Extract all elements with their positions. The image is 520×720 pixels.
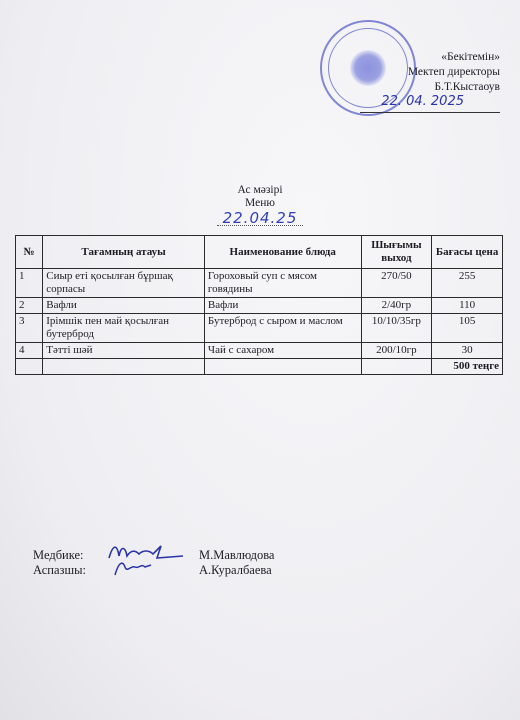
- cook-signature-icon: [105, 555, 185, 579]
- table-row: [16, 343, 503, 359]
- row-kz: Ірімшік пен май қосылған бутерброд: [43, 314, 205, 343]
- row-ru: Чай с сахаром: [204, 343, 361, 359]
- approval-signer: Б.Т.Кыстаоув: [434, 81, 500, 93]
- row-num: 3: [16, 314, 43, 343]
- header-ru: Наименование блюда: [204, 236, 361, 269]
- approval-block: [360, 50, 500, 113]
- cook-signature-row: [33, 563, 373, 578]
- row-kz: Вафли: [43, 298, 205, 314]
- cook-role: Аспазшы:: [33, 563, 86, 577]
- table-row: [16, 314, 503, 343]
- row-ru: Бутерброд с сыром и маслом: [204, 314, 361, 343]
- menu-date: 22.04.25: [217, 212, 304, 226]
- row-kz: Сиыр еті қосылған бұршақ сорпасы: [43, 269, 205, 298]
- title-kz: Ас мәзірі: [237, 184, 283, 196]
- row-num: 4: [16, 343, 43, 359]
- total-empty-num: [16, 359, 43, 375]
- header-num: №: [16, 236, 43, 269]
- table-row: [16, 298, 503, 314]
- signatures-block: [33, 548, 373, 578]
- header-price: Бағасы цена: [432, 236, 503, 269]
- header-out: Шығымы выход: [361, 236, 432, 269]
- nurse-role: Медбике:: [33, 548, 84, 562]
- approval-date: 22. 04. 2025: [381, 94, 464, 109]
- cook-name: А.Куралбаева: [199, 563, 272, 577]
- row-out: 200/10гр: [361, 343, 432, 359]
- menu-table: [15, 235, 503, 375]
- total-empty-kz: [43, 359, 205, 375]
- row-price: 110: [432, 298, 503, 314]
- row-out: 270/50: [361, 269, 432, 298]
- table-total-row: [16, 359, 503, 375]
- approval-heading: «Бекітемін»: [441, 51, 500, 63]
- total-value: 500 теңге: [432, 359, 503, 375]
- total-empty-ru: [204, 359, 361, 375]
- header-kz: Тағамның атауы: [43, 236, 205, 269]
- row-price: 255: [432, 269, 503, 298]
- row-kz: Тәтті шәй: [43, 343, 205, 359]
- row-price: 30: [432, 343, 503, 359]
- row-out: 10/10/35гр: [361, 314, 432, 343]
- row-ru: Гороховый суп с мясом говядины: [204, 269, 361, 298]
- approval-date-line: [360, 96, 500, 113]
- nurse-signature-row: [33, 548, 373, 563]
- row-ru: Вафли: [204, 298, 361, 314]
- menu-title: [0, 184, 520, 227]
- approval-position: Мектеп директоры: [407, 66, 500, 78]
- row-num: 1: [16, 269, 43, 298]
- title-ru: Меню: [245, 197, 275, 209]
- table-header-row: [16, 236, 503, 269]
- row-out: 2/40гр: [361, 298, 432, 314]
- table-row: [16, 269, 503, 298]
- row-num: 2: [16, 298, 43, 314]
- total-empty-out: [361, 359, 432, 375]
- row-price: 105: [432, 314, 503, 343]
- nurse-name: М.Мавлюдова: [199, 548, 275, 562]
